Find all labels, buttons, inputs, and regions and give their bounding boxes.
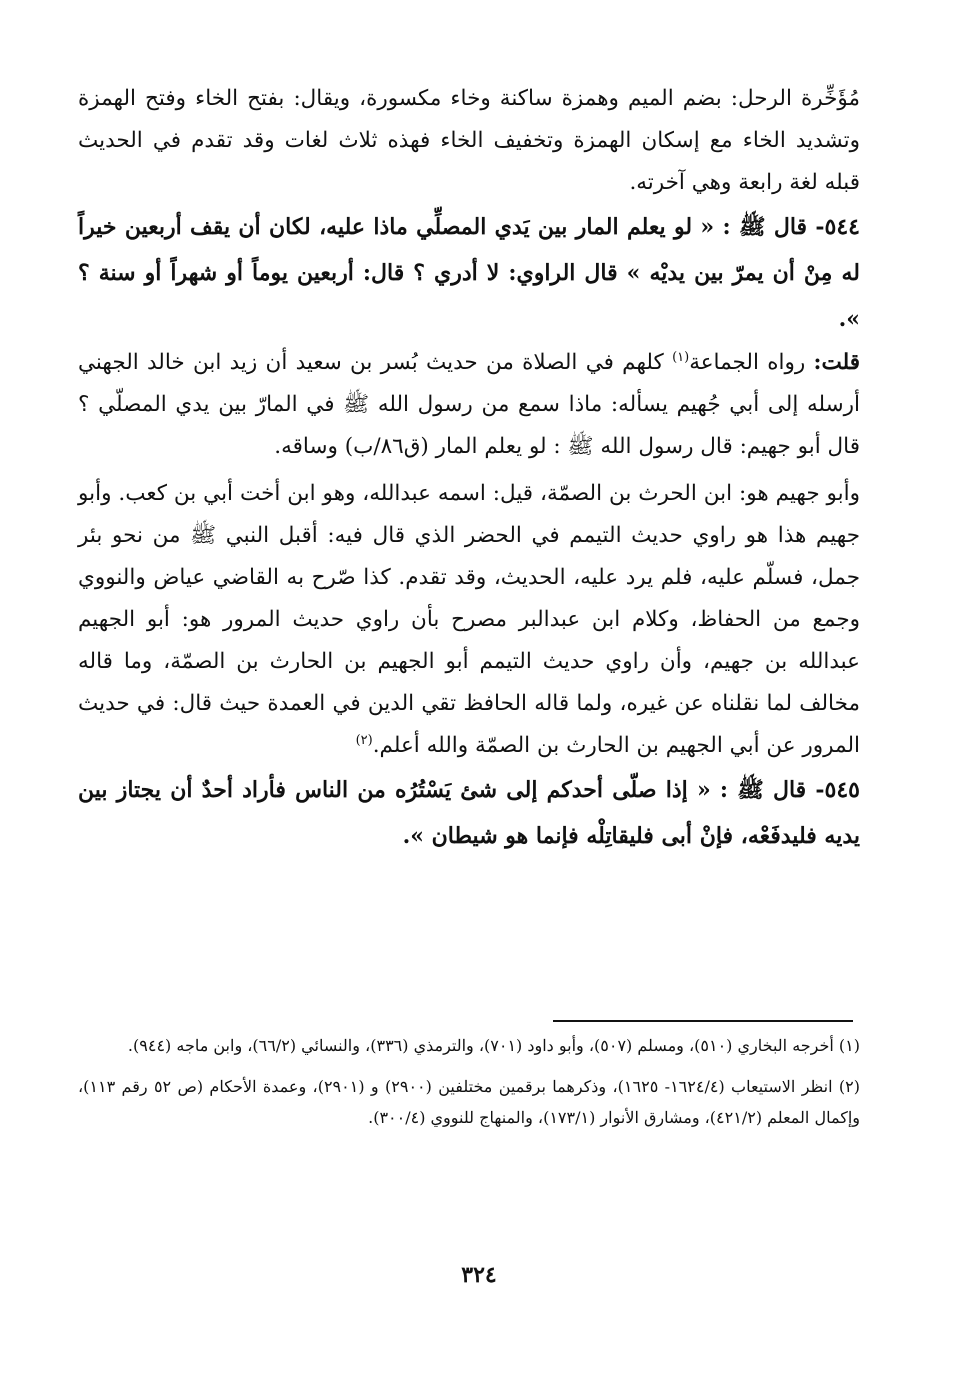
abu-juhaym-paragraph [78,473,860,767]
footnotes [78,1030,860,1143]
page-number: ٣٢٤ [461,1262,497,1288]
hadith-545: ٥٤٥- قال ﷺ : « إذا صلّى أحدكم إلى شئ يَسْتُرُه من الناس فأراد أحدٌ أن يجتاز بين يديه فليدفَعْه، فإنْ أبى فليقاتِلْه فإنما هو شيطان ». [78,777,860,849]
footnote-1: (١) أخرجه البخاري (٥١٠)، ومسلم (٥٠٧)، وأبو داود (٧٠١)، والترمذي (٣٣٦)، والنسائي (٦٦/٢)، وابن ماجه (٩٤٤). [127,1036,860,1055]
intro-paragraph: مُؤَخِّرة الرحل: بضم الميم وهمزة ساكنة وخاء مكسورة، ويقال: بفتح الخاء وفتح الهمزة وتشديد الخاء مع إسكان الهمزة وتخفيف الخاء فهذه ثلاث لغات وقد تقدم في الحديث قبله لغة رابعة وهي آخرته. [78,86,860,195]
qult-label: قلت: [813,350,860,375]
footnote-ref-1[interactable]: (١) [672,349,690,365]
footnote-ref-2[interactable]: (٢) [355,732,373,748]
main-text [78,78,860,859]
qult-text-b: كلهم في الصلاة من حديث بُسر بن سعيد أن زيد ابن خالد الجهني أرسله إلى أبي جُهيم يسأله: ماذا سمع من رسول الله ﷺ في المارّ بين يدي المصلّي ؟ قال أبو جهيم: قال رسول الله ﷺ : لو يعلم المار (ق٨٦/ب) وساقه. [78,350,860,459]
qult-text-a: رواه الجماعة [689,350,806,375]
footnote-separator [553,1020,853,1022]
hadith-544: ٥٤٤- قال ﷺ : « لو يعلم المار بين يَدي المصلِّي ماذا عليه، لكان أن يقف أربعين خيراً له مِنْ أن يمرّ بين يديْه » قال الراوي: لا أدري ؟ قال: أربعين يوماً أو شهراً أو سنة ؟ ». [78,214,860,332]
footnote-2: (٢) انظر الاستيعاب (١٦٢٤/٤- ١٦٢٥)، وذكرهما برقمين مختلفين (٢٩٠٠) و (٢٩٠١)، وعمدة الأحكام (ص ٥٢ رقم ١١٣)، وإكمال المعلم (٤٢١/٢)، ومشارق الأنوار (١٧٣/١)، والمنهاج للنووي (٣٠٠/٤). [78,1077,860,1127]
qult-paragraph [78,342,860,468]
abu-juhaym-text: وأبو جهيم هو: ابن الحرث بن الصمّة، قيل: اسمه عبدالله، وهو ابن أخت أبي بن كعب. وأبو جهيم هذا هو راوي حديث التيمم في الحضر الذي قال فيه: أقبل النبي ﷺ من نحو بئر جمل، فسلّم عليه، فلم يرد عليه، الحديث، وقد تقدم. كذا صّرح به القاضي عياض والنووي وجمع من الحفاظ، وكلام ابن عبدالبر مصرح بأن راوي حديث المرور هو: أبو الجهيم عبدالله بن جهيم، وأن راوي حديث التيمم أبو الجهيم بن الحارث بن الصمّة، وما قاله مخالف لما نقلناه عن غيره، ولما قاله الحافظ تقي الدين في العمدة حيث قال: في حديث المرور عن أبي الجهيم بن الحارث بن الصمّة والله أعلم. [78,481,860,758]
